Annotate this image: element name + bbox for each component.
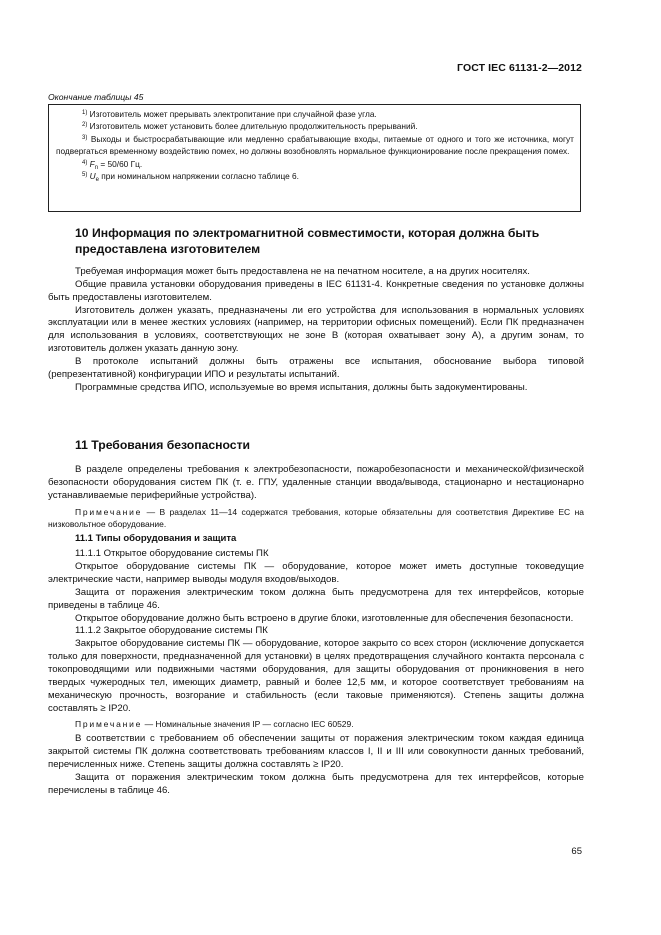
clause-title: 11.1.1 Открытое оборудование системы ПК [75, 548, 269, 560]
section-10-body [48, 266, 584, 394]
footnote-5: $^{5)}$ $U_e$ при номинальном напряжении согласно таблице 6. [82, 171, 299, 184]
paragraph: Изготовитель должен указать, предназначены ли его устройства для использования в нормальных условиях эксплуатации или в менее жестких условиях (например, на территории офисных помещений). Если ПК предназначен для использования в условиях, соответствующих не зоне В (которая охватывает зону А), а другим зонам, то изготовитель должен указать данную зону. [48, 304, 584, 355]
footnote-2: $^{2)}$ Изготовитель может установить более длительную продолжительность прерываний. [82, 121, 418, 132]
footnote-4: $^{4)}$ $F_n = 50/60$ Гц. [82, 158, 143, 171]
footnote-1: $^{1)}$ Изготовитель может прерывать электропитание при случайной фазе угла. [82, 109, 377, 119]
paragraph: В соответствии с требованием об обеспечении защиты от поражения электрическим током каждая единица закрытой системы ПК должна соответствовать требованиям классов I, II и III или совокупности данных требований, перечисленных ниже. Степень защиты должна составлять ≥ IP20. [48, 733, 584, 771]
table-footnotes-box [48, 104, 581, 212]
paragraph: Открытое оборудование системы ПК — оборудование, которое может иметь доступные токоведущие электрические части, например выводы модуля входов/выходов. [48, 561, 584, 586]
paragraph: Общие правила установки оборудования приведены в IEC 61131-4. Конкретные сведения по установке должны быть предоставлены изготовителем. [48, 278, 584, 303]
page-number: 65 [571, 846, 582, 857]
paragraph: В протоколе испытаний должны быть отражены все испытания, обоснование выбора типовой (репрезентативной) конфигурации ИПО и результаты испытаний. [48, 355, 584, 380]
section-11-body [48, 464, 584, 798]
section-10-title: 10 Информация по электромагнитной совместимости, которая должна быть предоставлена изготовителем [75, 226, 540, 256]
note: Примечание — Номинальные значения IP — согласно IEC 60529. [75, 719, 354, 730]
paragraph: Закрытое оборудование системы ПК — оборудование, которое закрыто со всех сторон (исключение допускается только для поверхности, предназначенной для установки) в целях предотвращения случайного контакта персонала с токопроводящими или подвижными частями оборудования, для защиты оборудования от проникновения в него твердых чужеродных тел, имеющих диаметр, равный и более 12,5 мм, и которое соответствует требованиям на механическую прочность, возгорание и стабильность (если таковые применяются). Степень защиты должна составлять ≥ IP20. [48, 638, 584, 714]
section-11-title: 11 Требования безопасности [75, 438, 251, 452]
paragraph: Защита от поражения электрическим током должна быть предусмотрена для тех интерфейсов, которые приведены в таблице 46. [48, 586, 584, 611]
clause-title: 11.1.2 Закрытое оборудование системы ПК [75, 625, 268, 637]
paragraph: Открытое оборудование должно быть встроено в другие блоки, изготовленные для обеспечения безопасности. [75, 612, 574, 624]
paragraph: Программные средства ИПО, используемые во время испытания, должны быть задокументированы. [75, 381, 528, 393]
standard-id: ГОСТ IEC 61131-2—2012 [457, 62, 582, 74]
footnote-3: $^{3)}$ Выходы и быстросрабатывающие или медленно срабатывающие входы, питаемые от одного и того же источника, могут подвергаться временному воздействию помех, но должны возобновлять нормальное функционирование после прекращения помех. [56, 133, 574, 157]
paragraph: Требуемая информация может быть предоставлена не на печатном носителе, а на других носителях. [75, 266, 530, 277]
paragraph: В разделе определены требования к электробезопасности, пожаробезопасности и механической/физической безопасности оборудования систем ПК (т. е. ГПУ, удаленные станции ввода/вывода, стационарно и нестационарно устанавливаемые периферийные устройства). [48, 464, 584, 501]
paragraph: Защита от поражения электрическим током должна быть предусмотрена для тех интерфейсов, которые перечислены в таблице 46. [48, 771, 584, 796]
subsection-11-1-title: 11.1 Типы оборудования и защита [75, 532, 237, 544]
table-caption: Окончание таблицы 45 [48, 92, 144, 102]
note: Примечание — В разделах 11—14 содержатся требования, которые обязательны для соответствия Директиве ЕС на низковольтное оборудование. [48, 506, 584, 529]
